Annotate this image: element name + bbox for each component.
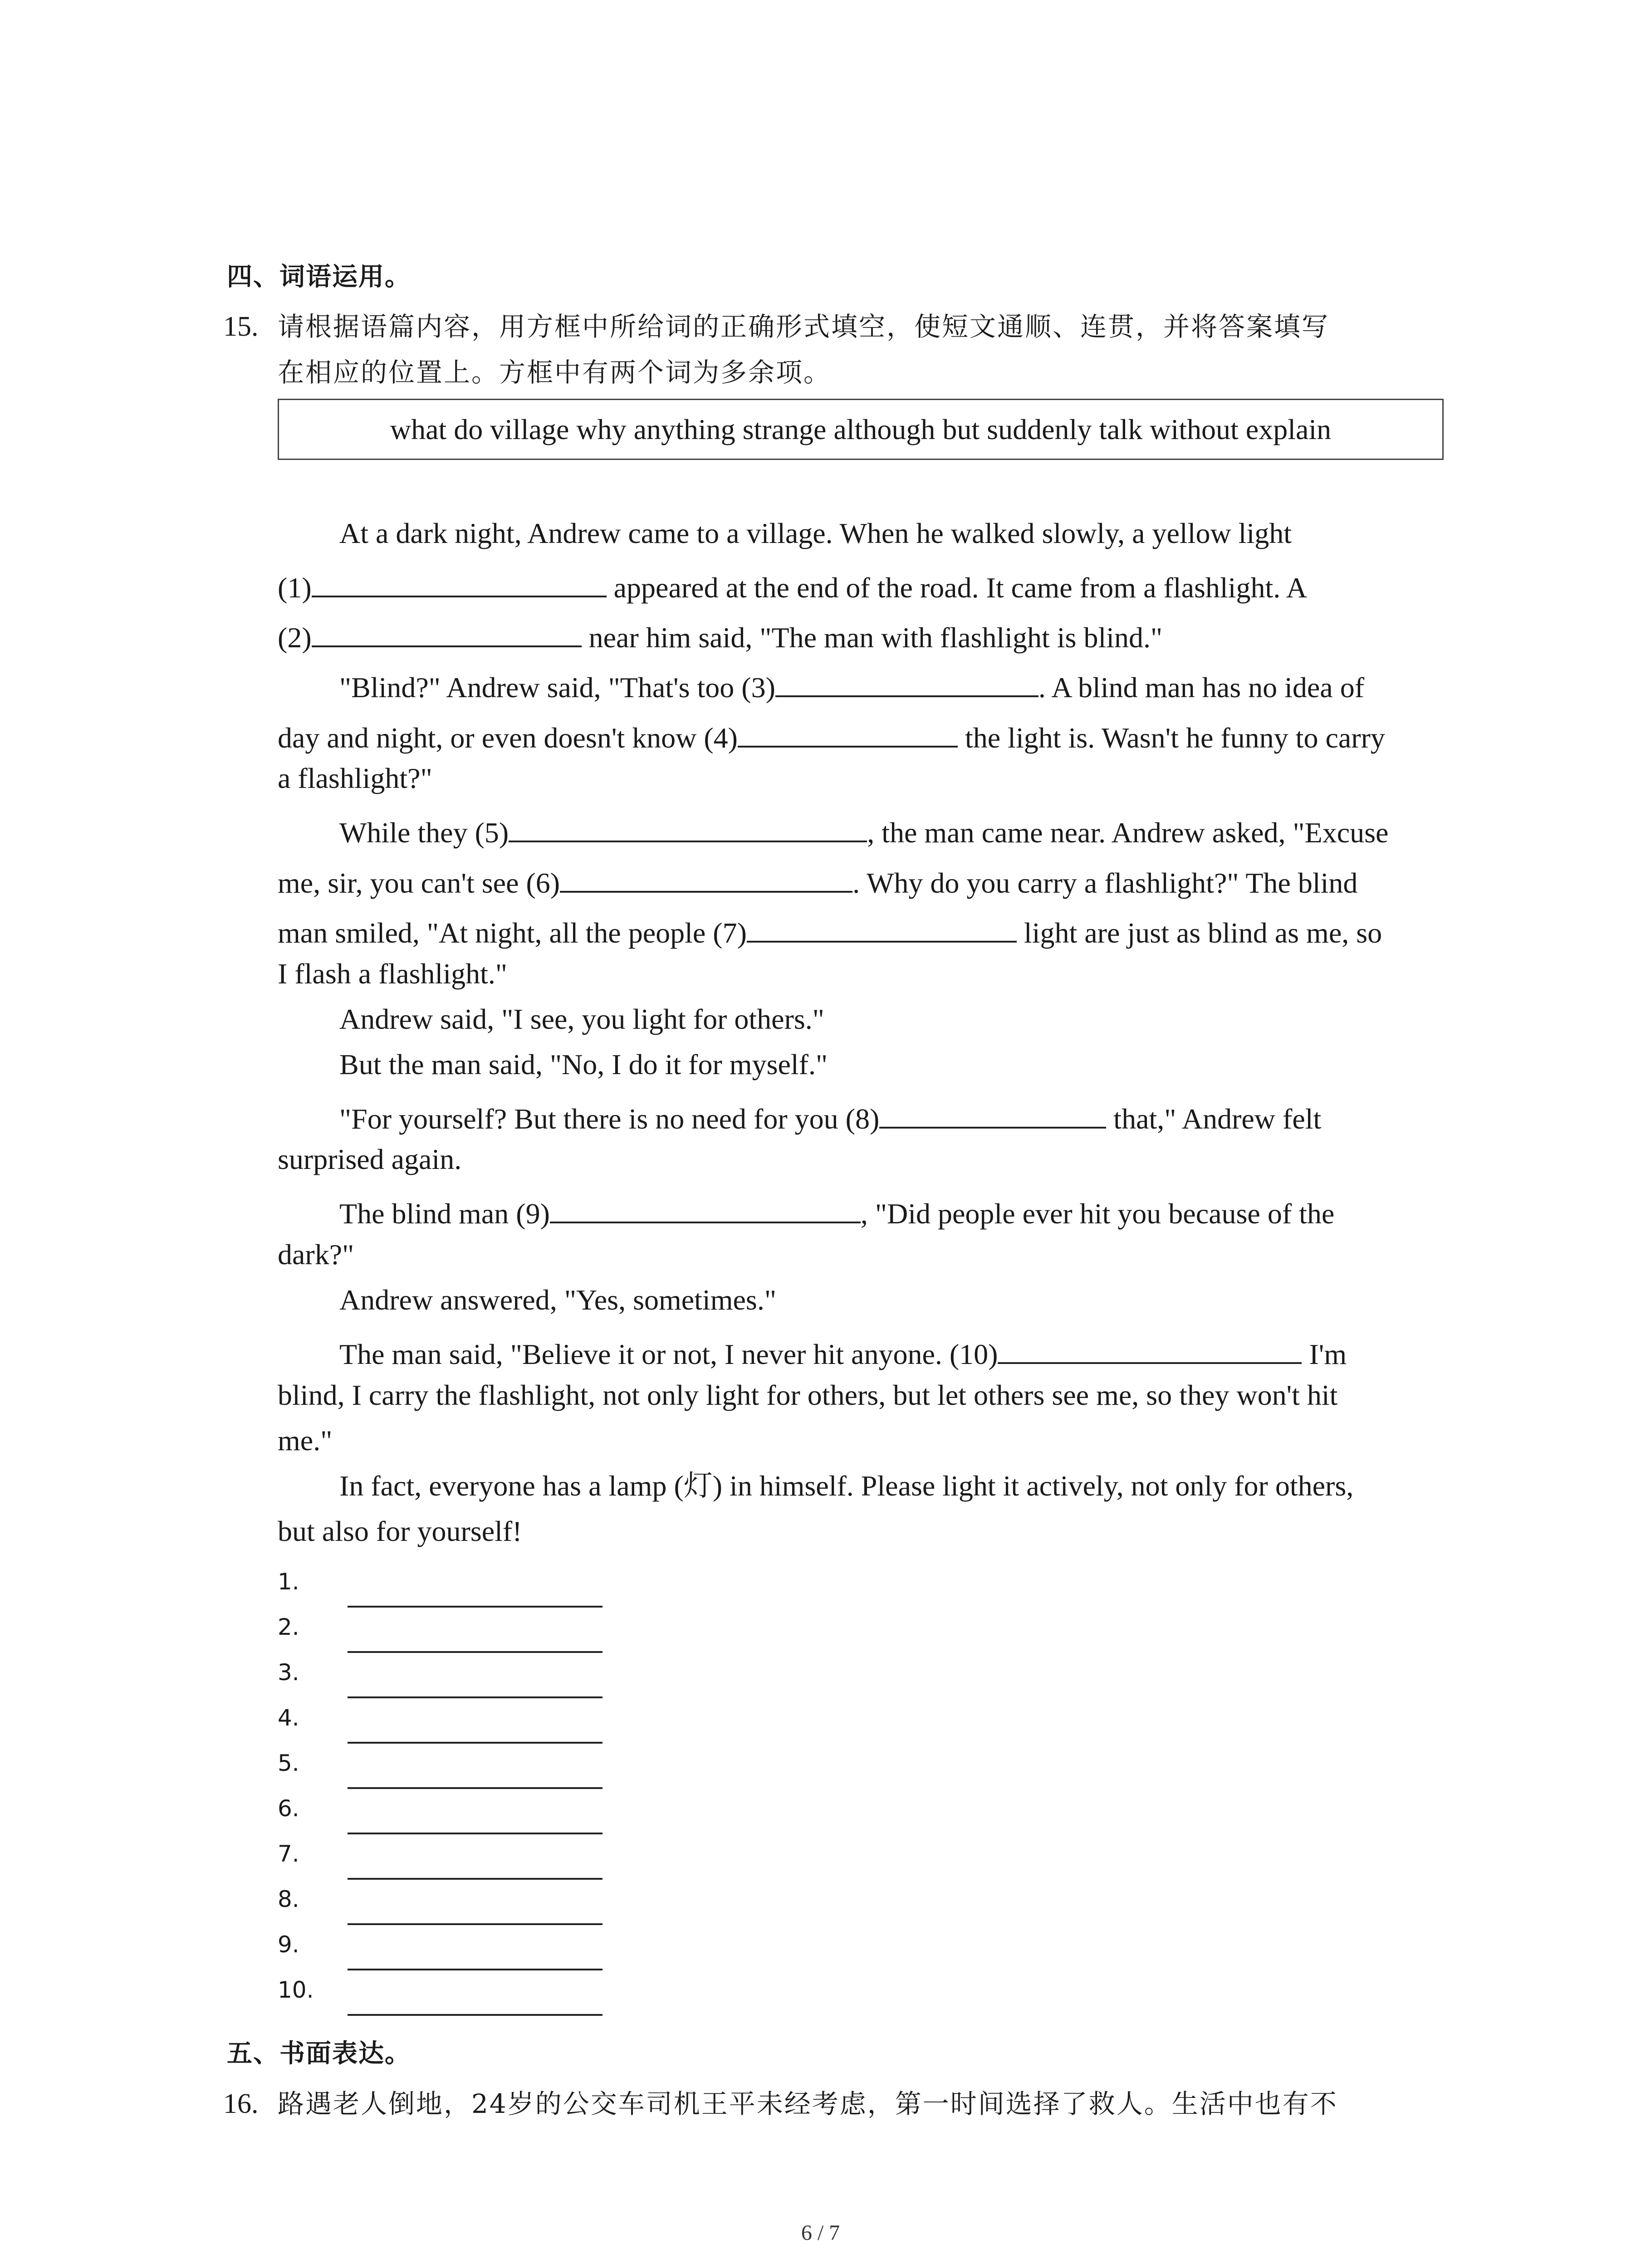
passage-line: man smiled, "At night, all the people (7) light are just as blind as me, so — [278, 911, 1382, 951]
passage-line: The blind man (9) , "Did people ever hit you because of the — [339, 1192, 1334, 1232]
answer-label-2: 2. — [278, 1614, 299, 1640]
passage-line: (1) appeared at the end of the road. It came from a flashlight. A — [278, 566, 1307, 606]
passage-line: I flash a flashlight." — [278, 958, 507, 990]
answer-label-8: 8. — [278, 1886, 299, 1912]
answer-label-4: 4. — [278, 1705, 299, 1731]
passage-line: a flashlight?" — [278, 762, 432, 794]
answer-line-5[interactable] — [348, 1787, 603, 1789]
passage-line: "For yourself? But there is no need for you (8) that," Andrew felt — [339, 1097, 1321, 1137]
answer-label-7: 7. — [278, 1841, 299, 1867]
blank-10[interactable] — [998, 1332, 1302, 1364]
answer-label-9: 9. — [278, 1931, 299, 1958]
passage-line: At a dark night, Andrew came to a village. When he walked slowly, a yellow light — [339, 517, 1292, 549]
blank-1[interactable] — [312, 566, 607, 597]
passage-line: dark?" — [278, 1238, 354, 1271]
blank-5[interactable] — [509, 811, 867, 842]
passage-line: Andrew said, "I see, you light for others." — [339, 1003, 824, 1035]
answer-line-1[interactable] — [348, 1606, 603, 1608]
passage-line: but also for yourself! — [278, 1515, 522, 1547]
section-4-title: 四、词语运用。 — [227, 262, 411, 292]
word-bank-words: what do village why anything strange although but suddenly talk without explain — [390, 413, 1332, 445]
question-16-number: 16. — [223, 2088, 259, 2119]
blank-8[interactable] — [879, 1097, 1106, 1129]
answer-line-7[interactable] — [348, 1878, 603, 1880]
answer-label-3: 3. — [278, 1659, 299, 1686]
passage-line: In fact, everyone has a lamp (灯) in himself. Please light it actively, not only for others, — [339, 1470, 1354, 1502]
answer-line-10[interactable] — [348, 2014, 603, 2016]
answer-line-8[interactable] — [348, 1923, 603, 1925]
section-5-title: 五、书面表达。 — [227, 2038, 411, 2068]
answer-label-5: 5. — [278, 1750, 299, 1776]
page-number: 6 / 7 — [801, 2221, 840, 2245]
passage-line: "Blind?" Andrew said, "That's too (3) . A blind man has no idea of — [339, 665, 1364, 706]
answer-line-2[interactable] — [348, 1651, 603, 1653]
question-15-number: 15. — [223, 311, 259, 342]
blank-6[interactable] — [560, 861, 852, 893]
blank-7[interactable] — [747, 911, 1017, 943]
answer-line-9[interactable] — [348, 1969, 603, 1970]
answer-line-4[interactable] — [348, 1742, 603, 1744]
blank-9[interactable] — [550, 1192, 861, 1223]
passage-line: blind, I carry the flashlight, not only light for others, but let others see me, so they won't hit — [278, 1379, 1338, 1411]
passage-line: me, sir, you can't see (6) . Why do you carry a flashlight?" The blind — [278, 861, 1357, 901]
question-15-instruction-line-1: 请根据语篇内容，用方框中所给词的正确形式填空，使短文通顺、连贯，并将答案填写 — [278, 311, 1330, 342]
answer-label-6: 6. — [278, 1795, 299, 1822]
blank-4[interactable] — [738, 716, 958, 748]
passage-line: me." — [278, 1424, 333, 1457]
word-bank-box — [278, 399, 1444, 460]
passage-line: Andrew answered, "Yes, sometimes." — [339, 1284, 776, 1316]
question-16-text: 路遇老人倒地，24岁的公交车司机王平未经考虑，第一时间选择了救人。生活中也有不 — [278, 2088, 1338, 2119]
passage-line: (2) near him said, "The man with flashlight is blind." — [278, 616, 1162, 656]
passage-line: But the man said, "No, I do it for myself." — [339, 1048, 828, 1080]
question-15-instruction-line-2: 在相应的位置上。方框中有两个词为多余项。 — [278, 357, 832, 388]
passage-line: surprised again. — [278, 1143, 462, 1175]
answer-label-1: 1. — [278, 1569, 299, 1595]
blank-2[interactable] — [312, 616, 582, 647]
passage-line: The man said, "Believe it or not, I never hit anyone. (10) I'm — [339, 1332, 1347, 1373]
passage-line: day and night, or even doesn't know (4) the light is. Wasn't he funny to carry — [278, 716, 1385, 756]
answer-line-6[interactable] — [348, 1833, 603, 1834]
passage-line: While they (5) , the man came near. Andrew asked, "Excuse — [339, 811, 1388, 851]
answer-line-3[interactable] — [348, 1696, 603, 1698]
answer-label-10: 10. — [278, 1977, 314, 2003]
blank-3[interactable] — [775, 665, 1038, 697]
